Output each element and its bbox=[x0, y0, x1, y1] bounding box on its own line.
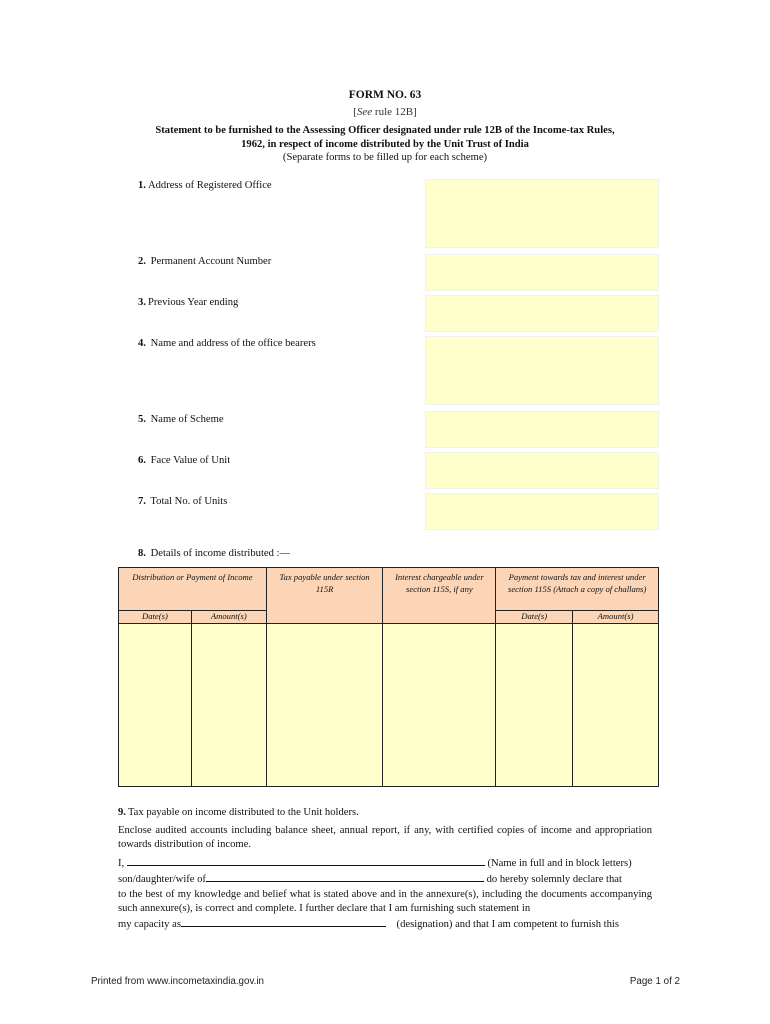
declaration-name-line bbox=[118, 855, 652, 871]
total-units-field[interactable] bbox=[425, 493, 659, 530]
face-value-field[interactable] bbox=[425, 452, 659, 489]
subheader-amounts: Amount(s) bbox=[191, 611, 266, 624]
designation-text: (designation) and that I am competent to furnish this bbox=[396, 919, 619, 931]
item-label: Permanent Account Number bbox=[150, 256, 272, 267]
item-number: 9. bbox=[118, 807, 126, 818]
distribution-dates-cell[interactable] bbox=[119, 624, 192, 787]
item-label: Face Value of Unit bbox=[150, 455, 231, 466]
statement-line-1: Statement to be furnished to the Assessing Officer designated under rule 12B of the Income-tax Rules, bbox=[155, 125, 615, 136]
form-title: FORM NO. 63 bbox=[348, 89, 422, 101]
name-note: (Name in full and in block letters) bbox=[487, 858, 632, 869]
item-label: Tax payable on income distributed to the Unit holders. bbox=[127, 807, 359, 818]
item-number: 7. bbox=[138, 496, 146, 507]
item-number: 1. bbox=[138, 180, 146, 191]
pan-field[interactable] bbox=[425, 254, 659, 291]
item-8-label bbox=[138, 548, 290, 559]
declaration-relation-line bbox=[118, 871, 652, 887]
rule-text: rule 12B] bbox=[372, 106, 417, 118]
payment-dates-cell[interactable] bbox=[496, 624, 573, 787]
statement-heading bbox=[0, 124, 770, 152]
registered-office-address-field[interactable] bbox=[425, 179, 659, 248]
tax-payable-cell[interactable] bbox=[266, 624, 383, 787]
capacity-label: my capacity as bbox=[118, 919, 181, 931]
item-number: 3. bbox=[138, 297, 146, 308]
item-7-label bbox=[138, 496, 227, 507]
subheader-dates: Date(s) bbox=[119, 611, 192, 624]
statement-line-2: 1962, in respect of income distributed by the Unit Trust of India bbox=[241, 139, 529, 150]
item-label: Previous Year ending bbox=[147, 297, 239, 308]
relation-label: son/daughter/wife of bbox=[118, 874, 206, 886]
income-details-table bbox=[118, 567, 659, 787]
subheader-amounts: Amount(s) bbox=[573, 611, 659, 624]
printed-from: Printed from www.incometaxindia.gov.in bbox=[91, 976, 264, 987]
item-label: Details of income distributed :— bbox=[150, 548, 291, 559]
item-4-label bbox=[138, 338, 316, 349]
header-distribution: Distribution or Payment of Income bbox=[119, 568, 267, 611]
subheader-dates: Date(s) bbox=[496, 611, 573, 624]
designation-blank[interactable] bbox=[181, 916, 386, 927]
full-name-blank[interactable] bbox=[127, 855, 485, 866]
item-number: 4. bbox=[138, 338, 146, 349]
item-6-label bbox=[138, 455, 230, 466]
item-label: Address of Registered Office bbox=[147, 180, 272, 191]
table-row bbox=[119, 624, 659, 787]
interest-cell[interactable] bbox=[383, 624, 496, 787]
distribution-amounts-cell[interactable] bbox=[191, 624, 266, 787]
previous-year-ending-field[interactable] bbox=[425, 295, 659, 332]
declaration-body: to the best of my knowledge and belief what is stated above and in the annexure(s), including the documents accompanying such annexure(s), is correct and complete. I further declare that I am furnishing such statement in bbox=[118, 888, 652, 914]
item-label: Name of Scheme bbox=[150, 414, 224, 425]
solemnly-text: do hereby solemnly declare that bbox=[486, 874, 622, 886]
scheme-note: (Separate forms to be filled up for each scheme) bbox=[282, 152, 488, 163]
header-payment: Payment towards tax and interest under section 115S (Attach a copy of challans) bbox=[496, 568, 659, 611]
item-label: Name and address of the office bearers bbox=[150, 338, 316, 349]
item-5-label bbox=[138, 414, 224, 425]
payment-amounts-cell[interactable] bbox=[573, 624, 659, 787]
scheme-name-field[interactable] bbox=[425, 411, 659, 448]
declaration-capacity-line bbox=[118, 916, 652, 932]
item-number: 8. bbox=[138, 548, 146, 559]
declaration bbox=[118, 855, 652, 932]
item-3-label bbox=[138, 297, 238, 308]
item-number: 6. bbox=[138, 455, 146, 466]
rule-bracket: [ bbox=[353, 106, 357, 118]
office-bearers-field[interactable] bbox=[425, 336, 659, 405]
item-number: 2. bbox=[138, 256, 146, 267]
enclose-instruction: Enclose audited accounts including balance sheet, annual report, if any, with certified copies of income and appropriation towards distribution of income. bbox=[118, 825, 652, 851]
item-9-label bbox=[118, 807, 359, 818]
rule-reference bbox=[0, 106, 770, 118]
declaration-i: I, bbox=[118, 858, 125, 869]
item-number: 5. bbox=[138, 414, 146, 425]
relation-name-blank[interactable] bbox=[206, 871, 484, 882]
item-label: Total No. of Units bbox=[150, 496, 228, 507]
page-number: Page 1 of 2 bbox=[629, 976, 680, 987]
header-interest: Interest chargeable under section 115S, if any bbox=[383, 568, 496, 624]
item-1-label bbox=[138, 180, 272, 191]
item-2-label bbox=[138, 256, 271, 267]
rule-see: See bbox=[356, 106, 373, 118]
header-tax-payable: Tax payable under section 115R bbox=[266, 568, 383, 624]
